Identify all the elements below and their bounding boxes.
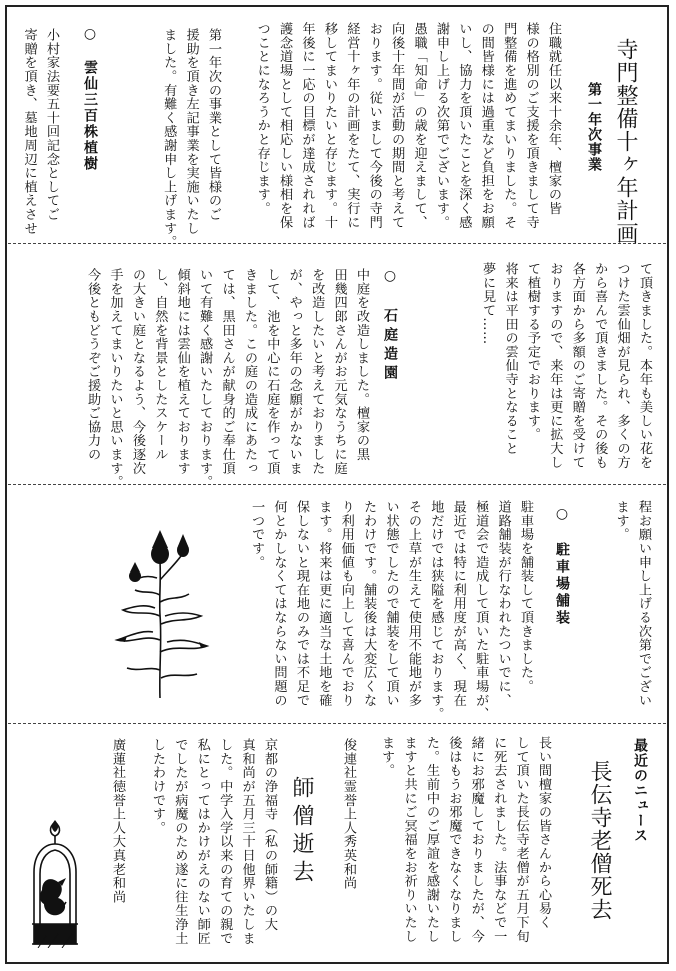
- garden-paragraph: 中庭を改造しました。檀家の黒 田幾四郎さんがお元気なうちに庭 を改造したいと考えておりました が、やっと多年の念願がかないま して、池を中心に石庭を作って頂 きました。この庭の造成にあたっ ては、黒田さんが献身的ご奉仕頂 いて有難く感謝いたしております。 傾斜地には雲仙を植えております し、自然を背景としたスケール の大きい庭となるよう、今後逐次 手を加えてまいりたいと思います。 今後ともどうぞご援助ご協力の: [85, 268, 369, 489]
- posthumous-name-2: 廣蓮社徳誉上人大真老和尚: [110, 738, 125, 904]
- news-heading: 最近のニュース: [632, 738, 648, 843]
- plan-paragraph: 第一年次の事業として皆様のご 援助を頂き左記事業を実施いたし ました。有難く感謝申し上げます。: [161, 28, 221, 249]
- item-heading-parking: ○ 駐車場舗装: [554, 506, 570, 627]
- section-subtitle: 第一年次事業: [586, 82, 602, 172]
- unzen-continued-paragraph: て頂きました。本年も美しい花を つけた雲仙畑が見られ、多くの方 から喜んで頂きました。その後も 各方面から多額のご寄贈を受けて おりますので、来年は更に拡大し て植樹する予定でおります。 将来は平田の雲仙寺となること 夢に見て……: [480, 262, 652, 469]
- section-title: 寺門整備十ヶ年計画: [613, 38, 638, 245]
- section-divider-1: [8, 243, 666, 244]
- item-heading-garden: ○ 石庭造園: [382, 268, 398, 384]
- parking-paragraph: 駐車場を舗装して頂きました。 道路舗装が行なわれたついでに、 極道会で造成して頂いた駐車場が、 最近では特に利用度が高く、現在 地だけでは狭隘を感じております。 その上草が生えて使用不能地が多 い状態でしたので舗装をして頂い たわけです。舗装後は大変広くな り利用価値も向上して喜んでおり ます。将来は更に適当な土地を確 保しないと現在地のみでは不足で 何とかしなくてはならない問題の 一つです。: [249, 500, 533, 721]
- continued-paragraph: 程お願い申し上げる次第でござい ます。: [613, 500, 651, 707]
- intro-paragraph: 住職就任以来十余年、檀家の皆 様の格別のご支援を頂きまして寺 門整備を進めてまいりました。そ の間皆様には過重など負担をお願 いし、協力を頂いたことを深く感 謝申し上げる次第でございます。 愚職「知命」の歳を迎えまして、 向後十年間が活動の期間と考えて おります。従いまして今後の寺門 経営十ヶ年の計画をたて、実行に 移してまいりたいと存じます。十 年後に一応の目標が達成されれば 護念道場として相応しい様相を保 つことになろうかと存じます。: [254, 22, 561, 229]
- section-divider-3: [8, 723, 666, 724]
- news-title-master: 師僧逝去: [289, 776, 314, 888]
- news-title-chodenji: 長伝寺老僧死去: [587, 760, 612, 921]
- item-heading-unzen: ○ 雲仙三百株植樹: [82, 26, 98, 172]
- birdcage-illustration: [28, 820, 82, 948]
- posthumous-name-1: 俊連社霊誉上人秀英和尚: [341, 738, 356, 890]
- thistle-illustration: [105, 520, 215, 700]
- news-paragraph-chodenji: 長い間檀家の皆さんから心易く して頂いた長伝寺老僧が五月下旬 に死去されました。法事などで一 緒にお邪魔しておりましたが、今 後はもうお邪魔できなくなりまし た。生前中のご厚誼を感謝いたし ますと共にご冥福をお祈りいたし ます。: [379, 736, 551, 943]
- news-paragraph-master: 京都の浄福寺（私の師籍）の大 真和尚が五月三十日他界いたしま した。中学入学以来の育ての親で 私にとってはかけがえのない師匠 でしたが病魔のため遂に往生浄土 したわけです。: [149, 738, 277, 945]
- item-text-unzen: 小村家法要五十回記念としてご 寄贈を頂き、墓地周辺に植えさせ: [21, 28, 59, 235]
